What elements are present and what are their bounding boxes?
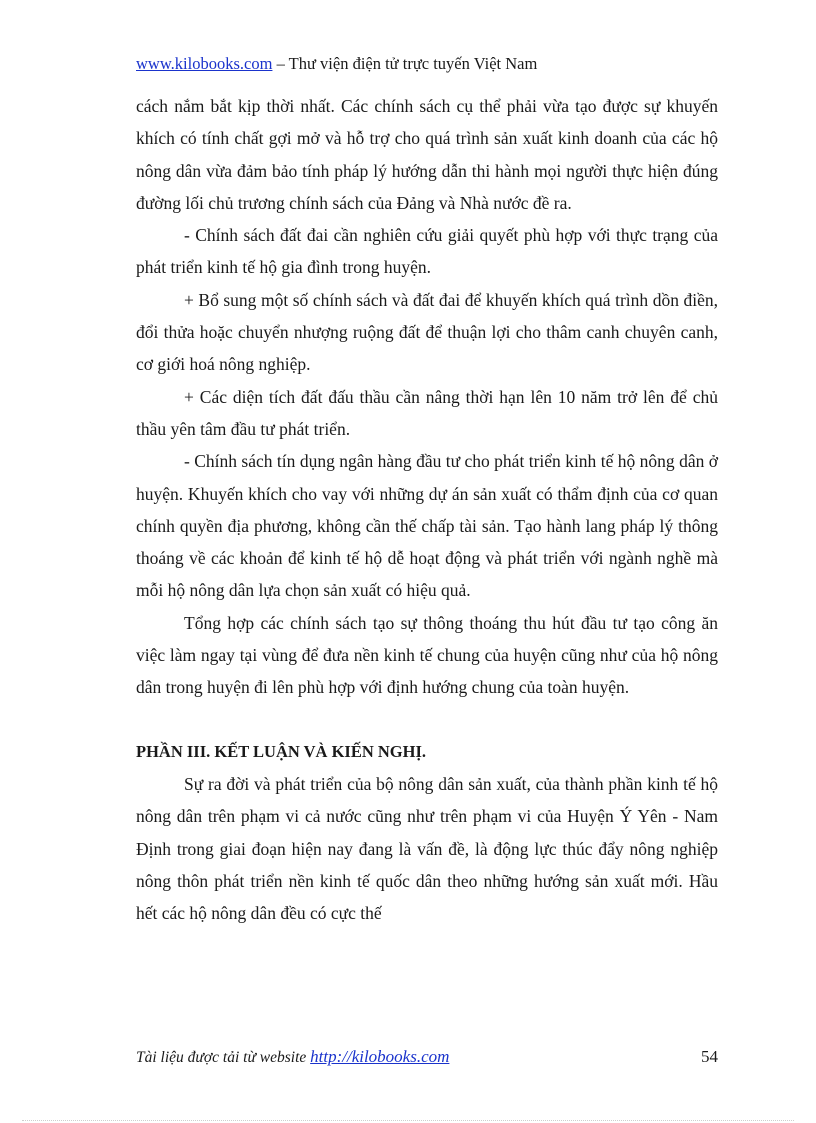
document-body	[136, 90, 718, 929]
header-text: – Thư viện điện tử trực tuyến Việt Nam	[272, 54, 538, 73]
paragraph-bidding-term: + Các diện tích đất đấu thầu cần nâng thời hạn lên 10 năm trở lên để chủ thầu yên tâm đầu tư phát triển.	[136, 386, 718, 439]
footer-source	[136, 1049, 449, 1066]
paragraph-conclusion: Sự ra đời và phát triển của bộ nông dân sản xuất, của thành phần kinh tế hộ nông dân trên phạm vi cả nước cũng như trên phạm vi của Huyện Ý Yên - Nam Định trong giai đoạn hiện nay đang là vấn đề, là động lực thúc đẩy nông nghiệp nông thôn phát triển nền kinh tế quốc dân theo những hướng sản xuất mới. Hầu hết các hộ nông dân đều có cực thế	[136, 773, 718, 924]
page-header	[136, 54, 537, 74]
section-gap	[136, 704, 718, 736]
paragraph-continuation: cách nắm bắt kịp thời nhất. Các chính sách cụ thể phải vừa tạo được sự khuyến khích có tính chất gợi mở và hỗ trợ cho quá trình sản xuất kinh doanh của các hộ nông dân vừa đảm bảo tính pháp lý hướng dẫn thi hành mọi người thực hiện đúng đường lối chủ trương chính sách của Đảng và Nhà nước đề ra.	[136, 96, 718, 213]
paragraph-summary: Tổng hợp các chính sách tạo sự thông thoáng thu hút đầu tư tạo công ăn việc làm ngay tại vùng để đưa nền kinh tế chung của huyện cũng như của hộ nông dân trong huyện đi lên phù hợp với định hướng chung của toàn huyện.	[136, 612, 718, 698]
paragraph-land-policy: - Chính sách đất đai cần nghiên cứu giải quyết phù hợp với thực trạng của phát triển kinh tế hộ gia đình trong huyện.	[136, 225, 718, 278]
footer-source-text: Tài liệu được tải từ website	[136, 1049, 311, 1066]
page-footer	[136, 1047, 718, 1067]
footer-link[interactable]: http://kilobooks.com	[310, 1047, 450, 1066]
paragraph-land-supplement: + Bổ sung một số chính sách và đất đai để khuyến khích quá trình dồn điền, đổi thửa hoặc chuyển nhượng ruộng đất để thuận lợi cho thâm canh chuyên canh, cơ giới hoá nông nghiệp.	[136, 289, 718, 375]
page-number: 54	[701, 1047, 718, 1066]
page-bottom-divider	[22, 1120, 794, 1121]
paragraph-credit-policy: - Chính sách tín dụng ngân hàng đầu tư cho phát triển kinh tế hộ nông dân ở huyện. Khuyến khích cho vay với những dự án sản xuất có thẩm định của cơ quan chính quyền địa phương, không cần thế chấp tài sản. Tạo hành lang pháp lý thông thoáng về các khoản để kinh tế hộ dễ hoạt động và phát triển với ngành nghề mà mỗi hộ nông dân lựa chọn sản xuất có hiệu quả.	[136, 451, 718, 601]
header-link[interactable]: www.kilobooks.com	[136, 54, 273, 73]
section-heading: PHẦN III. KẾT LUẬN VÀ KIẾN NGHỊ.	[136, 741, 427, 761]
